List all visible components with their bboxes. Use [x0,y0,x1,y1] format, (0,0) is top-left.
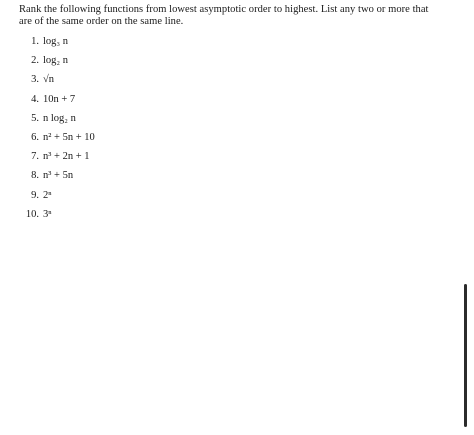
list-item [19,70,444,89]
list-item [19,90,444,109]
item-number: 9. [31,189,39,201]
function-expression: 2ⁿ [43,189,52,201]
item-number: 8. [31,170,39,182]
list-item [19,205,444,224]
item-number: 4. [31,93,39,105]
item-number: 2. [31,55,39,67]
item-number: 1. [31,36,39,47]
item-number: 10. [25,208,39,220]
vertical-scrollbar[interactable] [464,284,467,427]
item-number: 3. [31,74,39,86]
item-number: 7. [31,151,39,163]
function-list [19,32,444,224]
prompt-line-2: are of the same order on the same line. [19,15,184,27]
function-expression: √n [43,74,55,86]
list-item [19,128,444,147]
item-number: 6. [31,131,39,143]
function-expression: log₃ n [43,36,68,47]
prompt-line-1: Rank the following functions from lowest asymptotic order to highest. List any two or more that [19,4,429,15]
question-document [19,4,444,224]
list-item [19,186,444,205]
function-expression: log₂ n [43,55,68,67]
function-expression: 3ⁿ [43,208,52,220]
item-number: 5. [31,112,39,124]
function-expression: n³ + 5n [43,170,74,182]
function-expression: 10n + 7 [43,93,76,105]
list-item [19,147,444,166]
function-expression: n² + 5n + 10 [43,131,95,143]
function-expression: n log₂ n [43,112,76,124]
list-item [19,51,444,70]
function-expression: n³ + 2n + 1 [43,151,90,163]
list-item [19,32,444,51]
list-item [19,166,444,185]
question-prompt [19,4,444,27]
list-item [19,109,444,128]
